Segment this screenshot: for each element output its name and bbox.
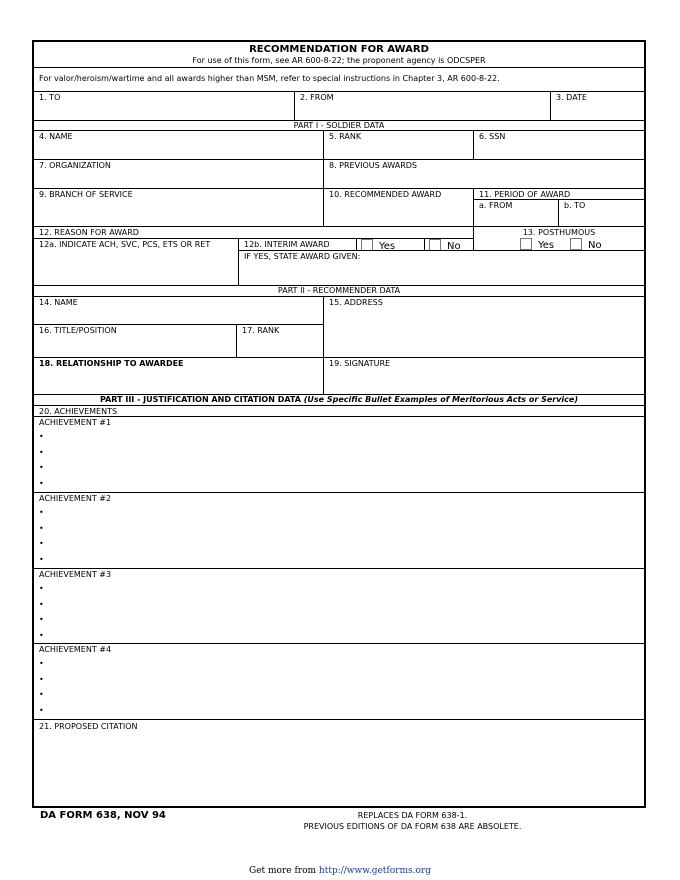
bullet: • (39, 615, 44, 624)
bullet: • (39, 463, 44, 472)
interim-no-checkbox[interactable] (429, 239, 441, 250)
posthumous-yes-checkbox[interactable] (520, 238, 532, 250)
recommended-award-field[interactable]: 10. RECOMMENDED AWARD (324, 189, 474, 227)
bullet: • (39, 674, 44, 684)
no-label: No (588, 240, 602, 251)
yes-label: Yes (379, 241, 396, 250)
from-field[interactable]: 2. FROM (295, 92, 551, 121)
part2-header: PART II - RECOMMENDER DATA (34, 286, 644, 297)
rank-field[interactable]: 5. RANK (324, 131, 474, 160)
reason-label: 12. REASON FOR AWARD (34, 227, 474, 238)
award-form (32, 40, 646, 808)
no-label: No (447, 241, 461, 250)
name-field[interactable]: 4. NAME (34, 131, 324, 160)
form-subtitle: For use of this form, see AR 600-8-22; the proponent agency is ODCSPER (192, 56, 486, 65)
recommender-rank-field[interactable]: 17. RANK (237, 325, 324, 358)
bullet: • (39, 554, 44, 564)
previous-editions-text: PREVIOUS EDITIONS OF DA FORM 638 ARE ABSOLETE. (303, 822, 522, 831)
period-label: 11. PERIOD OF AWARD (474, 189, 644, 200)
bullet: • (39, 447, 44, 457)
bullet: • (39, 539, 44, 548)
posthumous-no-checkbox[interactable] (570, 238, 582, 250)
period-to-field[interactable]: b. TO (559, 200, 644, 227)
form-id: DA FORM 638, NOV 94 (40, 810, 166, 821)
part3-header (34, 395, 644, 406)
period-from-field[interactable]: a. FROM (474, 200, 559, 227)
bullet: • (39, 599, 44, 609)
interim-yes-checkbox[interactable] (361, 239, 373, 250)
bullet: • (39, 630, 44, 640)
bullet: • (39, 690, 44, 699)
recommender-name-field[interactable]: 14. NAME (34, 297, 324, 325)
ssn-field[interactable]: 6. SSN (474, 131, 644, 160)
get-more-text: Get more from (249, 866, 319, 876)
achievement-2-label: ACHIEVEMENT #2 (39, 494, 112, 503)
interim-yes[interactable] (357, 238, 425, 250)
previous-awards-field[interactable]: 8. PREVIOUS AWARDS (324, 160, 644, 189)
replaces-note (300, 810, 525, 832)
form-header (34, 42, 644, 68)
yes-label: Yes (538, 240, 555, 251)
part3-title: PART III - JUSTIFICATION AND CITATION DATA (99, 395, 301, 404)
interim-no[interactable] (425, 238, 474, 250)
posthumous-label: 13. POSTHUMOUS (522, 228, 596, 237)
achievement-1-label: ACHIEVEMENT #1 (39, 418, 112, 427)
if-yes-field[interactable]: IF YES, STATE AWARD GIVEN: (239, 250, 644, 286)
proposed-citation-field[interactable]: 21. PROPOSED CITATION (39, 722, 138, 731)
part1-header: PART I - SOLDIER DATA (34, 121, 644, 131)
bullet: • (39, 584, 44, 593)
bullet: • (39, 659, 44, 668)
achievement-4-box[interactable] (34, 644, 644, 720)
bullet: • (39, 523, 44, 533)
achievement-4-label: ACHIEVEMENT #4 (39, 645, 112, 654)
signature-field[interactable]: 19. SIGNATURE (324, 358, 644, 395)
instruction-text: For valor/heroism/wartime and all awards higher than MSM, refer to special instructions in Chapter 3, AR 600-8-22. (34, 68, 644, 92)
achievement-3-label: ACHIEVEMENT #3 (39, 570, 112, 579)
achievement-3-box[interactable] (34, 569, 644, 644)
achievements-label: 20. ACHIEVEMENTS (34, 406, 644, 417)
organization-field[interactable]: 7. ORGANIZATION (34, 160, 324, 189)
indicate-field[interactable]: 12a. INDICATE ACH, SVC, PCS, ETS OR RET (34, 238, 239, 286)
to-field[interactable]: 1. TO (34, 92, 295, 121)
bullet: • (39, 705, 44, 715)
achievement-1-box[interactable] (34, 417, 644, 493)
title-position-field[interactable]: 16. TITLE/POSITION (34, 325, 237, 358)
get-more-line (0, 866, 680, 876)
form-title: RECOMMENDATION FOR AWARD (249, 44, 429, 55)
address-field[interactable]: 15. ADDRESS (324, 297, 644, 358)
replaces-text: REPLACES DA FORM 638-1. (357, 811, 468, 820)
bullet: • (39, 508, 44, 517)
achievement-2-box[interactable] (34, 493, 644, 569)
bullet: • (39, 432, 44, 441)
part3-note: (Use Specific Bullet Examples of Meritorious Acts or Service) (303, 395, 578, 404)
relationship-field[interactable]: 18. RELATIONSHIP TO AWARDEE (34, 358, 324, 395)
branch-field[interactable]: 9. BRANCH OF SERVICE (34, 189, 324, 227)
getforms-link[interactable]: http://www.getforms.org (318, 866, 431, 876)
interim-award-label: 12b. INTERIM AWARD (239, 238, 357, 250)
bullet: • (39, 478, 44, 488)
date-field[interactable]: 3. DATE (551, 92, 644, 121)
